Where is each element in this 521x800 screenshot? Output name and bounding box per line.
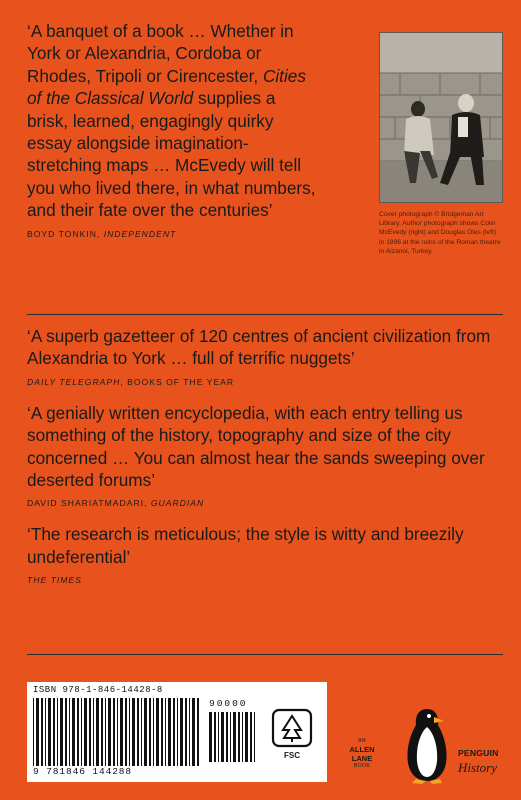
quote-2-text: ‘A genially written encyclopedia, with each entry telling us something of the history, topography and size of the city concerned … You can almost hear the sands sweeping over deserted forums’ <box>27 402 485 491</box>
top-quote-attribution <box>27 229 317 240</box>
fsc-label: FSC <box>284 751 300 760</box>
barcode-bar <box>89 698 91 766</box>
quote-2-publication: GUARDIAN <box>150 498 205 509</box>
barcode-bar <box>101 698 103 766</box>
barcode-bar <box>168 698 171 766</box>
barcode-bar <box>48 698 51 766</box>
barcode-bar <box>214 712 216 762</box>
quote-1-publication: DAILY TELEGRAPH <box>27 376 121 387</box>
top-quote-author: BOYD TONKIN, <box>27 228 101 239</box>
barcode-bar <box>153 698 154 766</box>
barcode-bar <box>72 698 75 766</box>
barcode-bar <box>230 712 231 762</box>
barcode-bar <box>120 698 123 766</box>
barcode-bar <box>53 698 55 766</box>
barcode-bar <box>218 712 219 762</box>
barcode-bar <box>105 698 106 766</box>
barcode-bar <box>197 698 199 766</box>
barcode-bar <box>192 698 195 766</box>
quote-3-text: ‘The research is meticulous; the style is witty and breezily undeferential’ <box>27 524 464 567</box>
quote-3-publication: THE TIMES <box>27 575 82 586</box>
barcode-bar <box>185 698 187 766</box>
barcode-bar <box>149 698 151 766</box>
barcode-bar <box>209 712 212 762</box>
allen-lane-book: BOOK <box>353 763 371 769</box>
barcode-bar <box>93 698 94 766</box>
barcode-bar <box>189 698 190 766</box>
author-photograph <box>379 32 503 203</box>
quote-2-author: DAVID SHARIATMADARI, <box>27 498 151 509</box>
barcode-bar <box>57 698 58 766</box>
barcode-bar <box>245 712 248 762</box>
quote-1-text: ‘A superb gazetteer of 120 centres of ancient civilization from Alexandria to York … full of terrific nuggets’ <box>27 326 491 369</box>
barcode-bar <box>161 698 163 766</box>
barcode-bars <box>33 698 203 766</box>
barcode-bar <box>221 712 224 762</box>
barcode-bar <box>129 698 130 766</box>
history-series-label: History <box>458 760 497 775</box>
barcode-bar <box>96 698 99 766</box>
barcode-addon-digits: 90000 <box>209 698 248 709</box>
barcode-bar <box>33 698 34 766</box>
allen-lane-an: AN <box>358 738 366 744</box>
barcode-bar <box>65 698 67 766</box>
barcode-bar <box>250 712 252 762</box>
barcode-addon-bars <box>209 712 261 776</box>
quote-3-attribution <box>27 575 507 586</box>
top-quote-text-after: supplies a brisk, learned, engagingly quirky essay alongside imagination-stretching maps … McEvedy will tell you who lived there, in what numbers, and their fate over the centuries’ <box>27 88 316 221</box>
barcode-bar <box>69 698 70 766</box>
barcode-bar <box>180 698 183 766</box>
review-quote-3 <box>27 523 507 586</box>
barcode-bar <box>226 712 228 762</box>
quote-1-attribution <box>27 377 507 388</box>
barcode-bar <box>137 698 139 766</box>
barcode-bar <box>84 698 87 766</box>
barcode-bar <box>233 712 236 762</box>
allen-lane-allen: ALLEN <box>349 745 375 754</box>
quote-1-note: , BOOKS OF THE YEAR <box>120 376 235 387</box>
fsc-tree-icon <box>271 708 313 748</box>
barcode-digits: 9 781846 144288 <box>33 766 133 777</box>
barcode-bar <box>36 698 39 766</box>
top-quote-text-before: ‘A banquet of a book … Whether in York or Alexandria, Cordoba or Rhodes, Tripoli or Cirencester, <box>27 21 294 86</box>
barcode-bar <box>45 698 46 766</box>
top-quote-publication: INDEPENDENT <box>103 228 177 239</box>
barcode-bar <box>41 698 43 766</box>
barcode-bar <box>81 698 82 766</box>
review-quote-1 <box>27 325 507 388</box>
photo-caption: Cover photograph © Bridgeman Art Library. Author photograph shows Colin McEvedy (right) and Douglas Oles (left) in 1996 at the ruins of the Roman theatre in Aizanoi, Turkey. <box>379 211 501 255</box>
divider-rule-bottom <box>27 654 503 655</box>
review-quotes-list <box>27 325 507 600</box>
book-title-italic: Cities of the Classical World <box>27 65 306 109</box>
barcode-bar <box>238 712 240 762</box>
isbn-label: ISBN 978-1-846-14428-8 <box>33 685 163 695</box>
penguin-logo-icon <box>400 705 454 785</box>
review-quote-2 <box>27 402 507 510</box>
barcode-bar <box>117 698 118 766</box>
barcode-bar <box>141 698 142 766</box>
barcode-bar <box>242 712 243 762</box>
fsc-logo <box>271 708 313 760</box>
barcode-bar <box>108 698 111 766</box>
barcode-bar <box>132 698 135 766</box>
barcode-bar <box>113 698 115 766</box>
barcode-bar <box>144 698 147 766</box>
allen-lane-lane: LANE <box>351 754 373 763</box>
barcode-bar <box>165 698 166 766</box>
barcode-bar <box>173 698 175 766</box>
barcode-bar <box>177 698 178 766</box>
penguin-wordmark: PENGUIN <box>458 748 499 758</box>
barcode-bar <box>156 698 159 766</box>
allen-lane-logo <box>346 738 378 770</box>
top-review-quote <box>27 20 317 240</box>
divider-rule-top <box>27 314 503 315</box>
barcode-bar <box>254 712 255 762</box>
barcode-bar <box>77 698 79 766</box>
quote-2-attribution <box>27 498 507 509</box>
barcode-bar <box>125 698 127 766</box>
isbn-barcode-box <box>27 682 327 782</box>
barcode-bar <box>60 698 63 766</box>
